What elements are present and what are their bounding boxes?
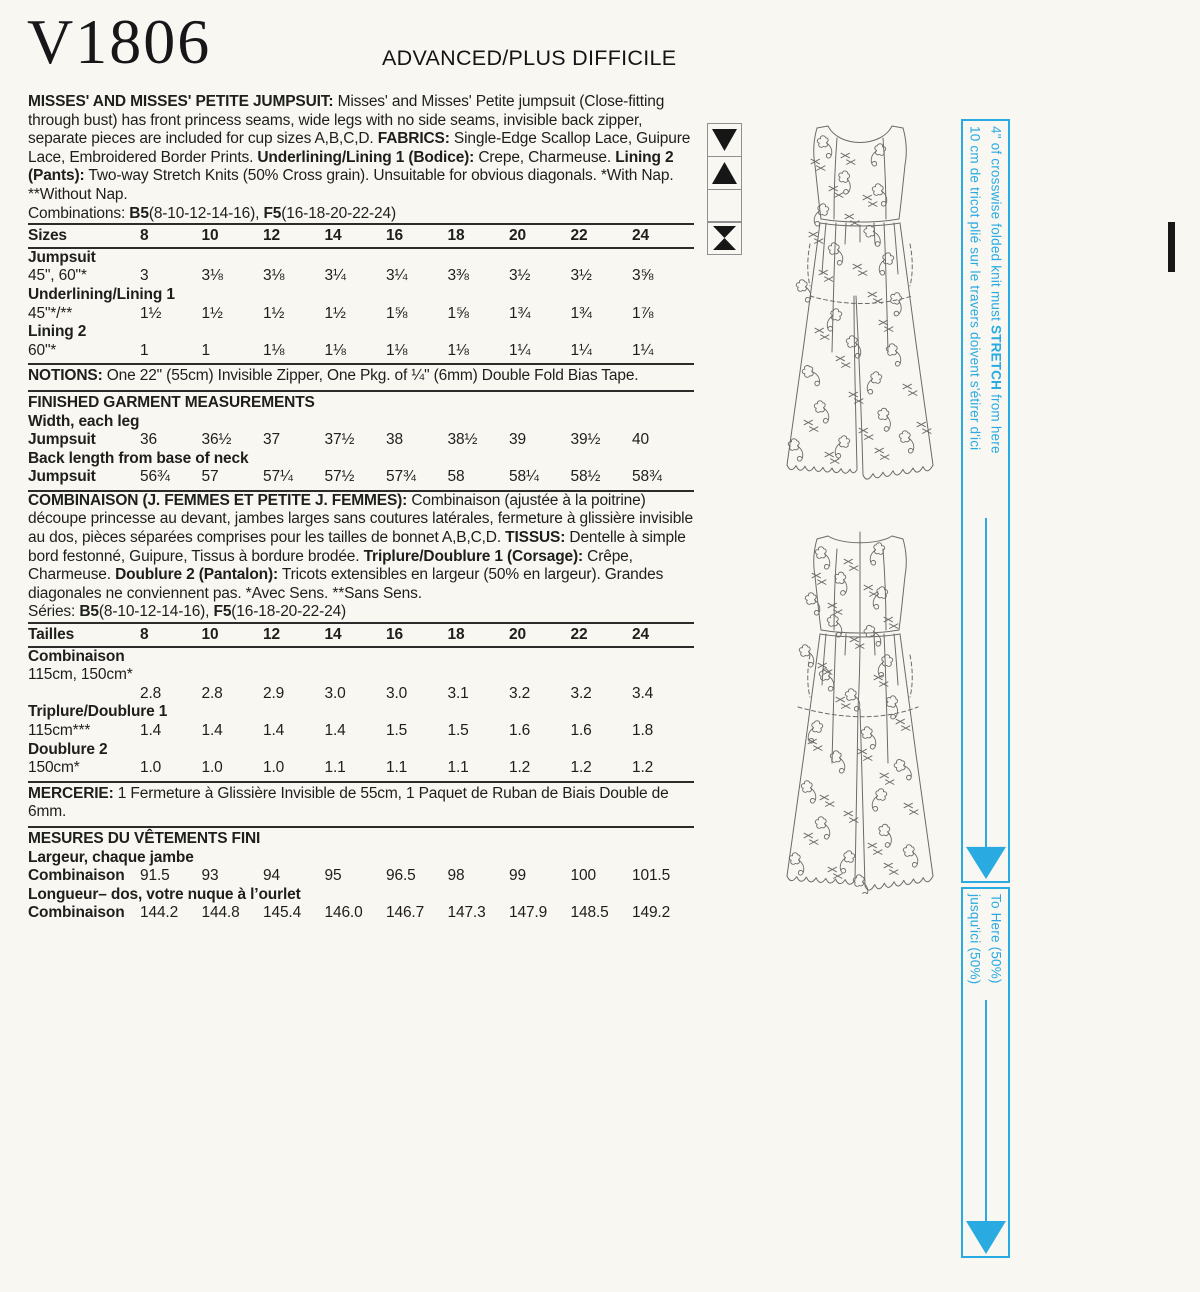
mercerie-line: MERCERIE: 1 Fermeture à Glissière Invisible de 55cm, 1 Paquet de Ruban de Biais Double de 6mm. [28, 783, 694, 828]
nap-blank-cell [707, 189, 742, 223]
table-row [28, 830, 694, 849]
table-cell: 38 [386, 431, 403, 449]
table-cell: 3⅜ [447, 267, 469, 285]
table-cell: 1.2 [632, 759, 654, 777]
nap-triangle-up-icon [707, 156, 742, 190]
table-cell: 148.5 [570, 904, 609, 922]
table-cell: 3.0 [386, 684, 408, 702]
combinations-line: Combinations: B5(8-10-12-14-16), F5(16-18-20-22-24) [28, 204, 397, 222]
table-cell: 1.5 [447, 722, 469, 739]
table-cell: 1.4 [263, 722, 285, 739]
pattern-number: V1806 [27, 6, 212, 77]
table-cell: 1.1 [324, 759, 346, 777]
row-label: Combinaison [28, 647, 125, 665]
table-cell: 1.1 [386, 759, 408, 777]
table-cell: 12 [263, 625, 280, 643]
table-cell: 22 [570, 226, 588, 244]
table-cell: 1½ [263, 304, 285, 322]
row-label: Tailles [28, 625, 75, 643]
row-label: Jumpsuit [28, 468, 96, 486]
table-row [28, 867, 694, 886]
stretch-gauge-text [965, 121, 1007, 518]
row-label: 115cm*** [28, 722, 91, 739]
table-cell: 1¼ [570, 341, 592, 359]
french-description: COMBINAISON (J. FEMMES ET PETITE J. FEMMES): Combinaison (ajustée à la poitrine) découpe princesse au devant, jambes larges sans coutures latérales, fermeture à glissière invisible au dos, pièces séparées comprises pour les tailles de bonnet A,B,C,D. TISSUS: Dentelle à simple bord festonné, Guipure, Tissus à bordure brodée. Triplure/Doublure 1 (Corsage): Crêpe, Charmeuse. Doublure 2 (Pantalon): Tricots extensibles en largeur (50% en largeur). Grandes diagonales ne conviennent pas. *Avec Sens. **Sans Sens. [28, 491, 693, 602]
table-cell: 58 [447, 468, 465, 486]
table-cell: 3½ [570, 267, 592, 285]
nap-symbol-key [707, 123, 742, 255]
row-label: Sizes [28, 226, 67, 244]
table-cell: 3⅛ [201, 267, 223, 285]
table-row [28, 394, 694, 413]
table-cell: 3.2 [570, 684, 592, 702]
table-cell: 3.0 [324, 684, 346, 702]
table-cell: 20 [509, 226, 526, 244]
table-cell: 146.7 [386, 904, 425, 922]
row-label: 45", 60"* [28, 267, 87, 285]
table-cell: 36½ [201, 431, 232, 449]
to-here-text-fr: jusqu'ici (50%) [967, 894, 983, 985]
table-cell: 2.8 [201, 684, 223, 702]
table-cell: 1⅝ [386, 304, 408, 322]
table-cell: 1.2 [509, 759, 531, 777]
to-here-text-en: To Here (50%) [988, 894, 1004, 984]
table-cell: 24 [632, 625, 649, 643]
table-cell: 40 [632, 431, 649, 449]
left-text-column [28, 93, 694, 923]
table-cell: 1⅛ [447, 341, 469, 359]
nap-triangle-down-icon [707, 123, 742, 157]
down-arrow-icon [964, 518, 1008, 881]
finished-measurements-table-en [28, 392, 694, 492]
table-cell: 24 [632, 226, 649, 244]
table-cell: 1.4 [140, 722, 162, 739]
jumpsuit-back-line-drawing [784, 530, 936, 894]
table-cell: 20 [509, 625, 526, 643]
table-cell: 1¼ [509, 341, 531, 359]
table-cell: 96.5 [386, 867, 416, 885]
table-cell: 100 [570, 867, 596, 885]
row-label: Longueur– dos, votre nuque à l’ourlet [28, 885, 301, 903]
table-cell: 1.8 [632, 722, 654, 739]
table-cell: 12 [263, 226, 280, 244]
table-row [28, 622, 694, 648]
table-cell: 1.1 [447, 759, 469, 777]
table-cell: 1.0 [140, 759, 162, 777]
row-label: Width, each leg [28, 412, 140, 430]
table-cell: 3¼ [386, 267, 408, 285]
registration-mark [1168, 222, 1175, 272]
table-row [28, 249, 694, 268]
table-cell: 58¼ [509, 468, 539, 486]
row-label: Combinaison [28, 904, 125, 922]
table-row [28, 904, 694, 923]
jumpsuit-front-line-drawing [784, 124, 936, 482]
table-row [28, 342, 694, 361]
table-cell: 149.2 [632, 904, 671, 922]
finished-measurements-table-fr [28, 828, 694, 923]
stretch-gauge-top [961, 119, 1010, 883]
table-cell: 1½ [201, 304, 223, 322]
table-row [28, 468, 694, 487]
table-row [28, 305, 694, 324]
table-cell: 1.4 [201, 722, 223, 739]
table-cell: 147.9 [509, 904, 548, 922]
table-cell: 22 [570, 625, 588, 643]
table-cell: 147.3 [447, 904, 486, 922]
row-label: Jumpsuit [28, 248, 96, 266]
table-cell: 1.0 [263, 759, 285, 777]
table-cell: 3½ [509, 267, 531, 285]
table-cell: 144.2 [140, 904, 179, 922]
table-cell: 1 [140, 341, 149, 359]
table-row [28, 431, 694, 450]
notions-line: NOTIONS: One 22" (55cm) Invisible Zipper, One Pkg. of ¼" (6mm) Double Fold Bias Tape. [28, 365, 694, 392]
row-label: Lining 2 [28, 323, 87, 341]
table-cell: 57¼ [263, 468, 293, 486]
table-cell: 18 [447, 226, 465, 244]
table-cell: 1.4 [324, 722, 346, 739]
series-line: Séries: B5(8-10-12-14-16), F5(16-18-20-22-24) [28, 603, 347, 621]
row-label: FINISHED GARMENT MEASUREMENTS [28, 393, 315, 411]
table-cell: 94 [263, 867, 280, 885]
table-cell: 1½ [140, 304, 162, 322]
table-row [28, 223, 694, 249]
table-cell: 18 [447, 625, 465, 643]
table-row [28, 759, 694, 778]
table-cell: 1½ [324, 304, 346, 322]
table-row [28, 323, 694, 342]
table-cell: 56¾ [140, 468, 170, 486]
stretch-gauge-text-en: 4" of crosswise folded knit must STRETCH from here [988, 126, 1004, 454]
table-cell: 2.9 [263, 684, 285, 702]
row-label: Jumpsuit [28, 431, 96, 449]
table-cell: 16 [386, 625, 403, 643]
table-cell: 3¼ [324, 267, 346, 285]
row-label: Triplure/Doublure 1 [28, 703, 168, 721]
table-row [28, 413, 694, 432]
table-cell: 3⅛ [263, 267, 285, 285]
table-row [28, 450, 694, 469]
nap-hourglass-icon [707, 221, 742, 255]
table-cell: 1⅞ [632, 304, 654, 322]
table-row [28, 722, 694, 741]
table-cell: 146.0 [324, 904, 363, 922]
table-cell: 1.5 [386, 722, 408, 739]
row-label: Doublure 2 [28, 740, 108, 758]
table-cell: 39½ [570, 431, 601, 449]
table-cell: 1⅛ [386, 341, 408, 359]
table-cell: 91.5 [140, 867, 170, 885]
table-row [28, 685, 694, 704]
table-cell: 38½ [447, 431, 478, 449]
row-label: Underlining/Lining 1 [28, 285, 175, 303]
english-description: MISSES' AND MISSES' PETITE JUMPSUIT: Misses' and Misses' Petite jumpsuit (Close-fitting through bust) has front princess seams, wide legs with no side seams, invisible back zipper, separate pieces are included for cup sizes A,B,C,D. FABRICS: Single-Edge Scallop Lace, Guipure Lace, Embroidered Border Prints. Underlining/Lining 1 (Bodice): Crepe, Charmeuse. Lining 2 (Pants): Two-way Stretch Knits (50% Cross grain). Unsuitable for obvious diagonals. *With Nap. **Without Nap. [28, 93, 691, 203]
table-row [28, 703, 694, 722]
table-cell: 3 [140, 267, 149, 285]
table-row [28, 886, 694, 905]
table-cell: 1.6 [570, 722, 592, 739]
row-label: Combinaison [28, 867, 125, 885]
table-row [28, 666, 694, 685]
table-cell: 1 [201, 341, 210, 359]
table-cell: 8 [140, 226, 149, 244]
table-cell: 3⅝ [632, 267, 654, 285]
table-cell: 16 [386, 226, 403, 244]
table-cell: 14 [324, 226, 342, 244]
table-row [28, 741, 694, 760]
table-cell: 1.0 [201, 759, 223, 777]
table-cell: 39 [509, 431, 526, 449]
table-row [28, 286, 694, 305]
table-cell: 10 [201, 226, 219, 244]
stretch-gauge-text-fr: 10 cm de tricot plié sur le travers doivent s'étirer d'ici [967, 126, 983, 451]
table-cell: 1¾ [509, 304, 531, 322]
down-arrow-icon [964, 1000, 1008, 1256]
table-cell: 3.4 [632, 684, 654, 702]
table-cell: 98 [447, 867, 465, 885]
difficulty-label: ADVANCED/PLUS DIFFICILE [382, 46, 677, 70]
table-cell: 93 [201, 867, 219, 885]
table-cell: 8 [140, 625, 149, 643]
table-cell: 36 [140, 431, 157, 449]
table-cell: 3.1 [447, 684, 469, 702]
table-row [28, 267, 694, 286]
table-cell: 95 [324, 867, 342, 885]
table-cell: 101.5 [632, 867, 671, 885]
table-cell: 2.8 [140, 684, 162, 702]
row-label: 60"* [28, 341, 57, 359]
table-cell: 99 [509, 867, 526, 885]
row-label: 150cm* [28, 759, 80, 777]
table-cell: 1¼ [632, 341, 654, 359]
table-cell: 1¾ [570, 304, 592, 322]
yardage-table-fr [28, 622, 694, 783]
table-cell: 10 [201, 625, 219, 643]
table-cell: 37½ [324, 431, 355, 449]
row-label [28, 685, 140, 704]
table-cell: 14 [324, 625, 342, 643]
table-cell: 57¾ [386, 468, 416, 486]
table-cell: 1⅝ [447, 304, 469, 322]
table-cell: 1.2 [570, 759, 592, 777]
table-cell: 144.8 [201, 904, 240, 922]
table-cell: 58½ [570, 468, 601, 486]
table-cell: 57 [201, 468, 219, 486]
table-cell: 58¾ [632, 468, 662, 486]
table-row [28, 849, 694, 868]
row-label: Largeur, chaque jambe [28, 848, 194, 866]
row-label: 45"*/** [28, 304, 73, 322]
table-cell: 3.2 [509, 684, 531, 702]
table-cell: 1⅛ [263, 341, 285, 359]
table-cell: 1⅛ [324, 341, 346, 359]
table-row [28, 648, 694, 667]
table-cell: 37 [263, 431, 280, 449]
row-label: 115cm, 150cm* [28, 666, 133, 684]
to-here-text [965, 889, 1007, 1000]
row-label: MESURES DU VÊTEMENTS FINI [28, 829, 261, 847]
table-cell: 57½ [324, 468, 355, 486]
table-cell: 1.6 [509, 722, 531, 739]
stretch-gauge-bottom [961, 887, 1010, 1258]
yardage-table-en [28, 223, 694, 365]
row-label: Back length from base of neck [28, 449, 249, 467]
table-cell: 145.4 [263, 904, 302, 922]
